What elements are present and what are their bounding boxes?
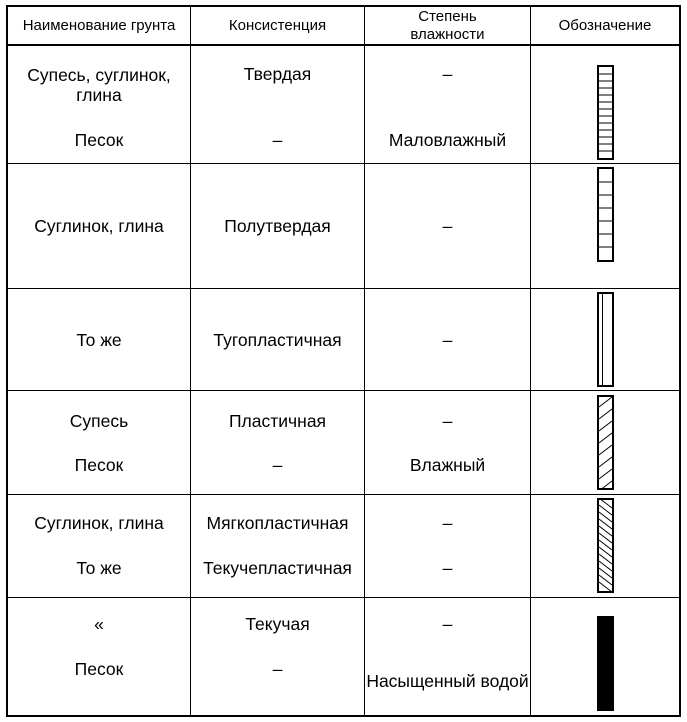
soil-name: Песок [74, 658, 124, 679]
grid-line [679, 5, 681, 717]
soil-name: Супесь, суглинок, глина [27, 64, 171, 105]
grid-line [6, 715, 681, 717]
consistency-value: Текучая [245, 613, 310, 634]
grid-line [6, 163, 681, 164]
soil-name: То же [76, 557, 122, 578]
moisture-value: – [442, 329, 453, 350]
moisture-value: – [442, 215, 453, 236]
header-moisture: Степень влажности [410, 8, 485, 43]
moisture-value: – [442, 410, 453, 431]
grid-line [6, 5, 8, 717]
soil-name: То же [76, 329, 122, 350]
soil-name: Супесь [69, 410, 129, 431]
symbol-diagonal-hatch-sparse-icon [597, 395, 614, 490]
grid-line [530, 5, 531, 717]
consistency-value: Пластичная [228, 410, 327, 431]
consistency-value: Текучепластичная [203, 557, 352, 578]
grid-line [190, 5, 191, 717]
moisture-value: – [442, 613, 453, 634]
soil-name: Песок [74, 129, 124, 150]
header-consistency: Консистенция [228, 16, 327, 34]
consistency-value: – [272, 129, 283, 150]
consistency-value: – [272, 454, 283, 475]
symbol-vertical-double-line-icon [597, 292, 614, 387]
soil-name: Суглинок, глина [34, 512, 164, 533]
moisture-value: Насыщенный водой [366, 670, 529, 691]
soil-name: Песок [74, 454, 124, 475]
consistency-value: Тугопластичная [213, 329, 342, 350]
consistency-value: Мягкопластичная [206, 512, 349, 533]
moisture-value: Влажный [409, 454, 486, 475]
consistency-value: Твердая [243, 63, 312, 84]
moisture-value: Маловлажный [388, 129, 507, 150]
soil-name: Суглинок, глина [34, 215, 164, 236]
header-soil: Наименование грунта [22, 16, 176, 34]
moisture-value: – [442, 512, 453, 533]
soil-name: « [94, 613, 104, 634]
grid-line [6, 494, 681, 495]
grid-line [6, 288, 681, 289]
header-symbol: Обозначение [558, 16, 652, 34]
grid-line [364, 5, 365, 717]
symbol-diagonal-hatch-dense-icon [597, 498, 614, 593]
symbol-horizontal-ladder-icon [597, 65, 614, 160]
symbol-solid-black-icon [597, 616, 614, 711]
consistency-value: Полутвердая [224, 215, 331, 236]
moisture-value: – [442, 557, 453, 578]
grid-line [6, 597, 681, 598]
symbol-horizontal-ladder-sparse-icon [597, 167, 614, 262]
grid-line [6, 390, 681, 391]
consistency-value: – [272, 658, 283, 679]
grid-line [6, 44, 681, 46]
moisture-value: – [442, 63, 453, 84]
